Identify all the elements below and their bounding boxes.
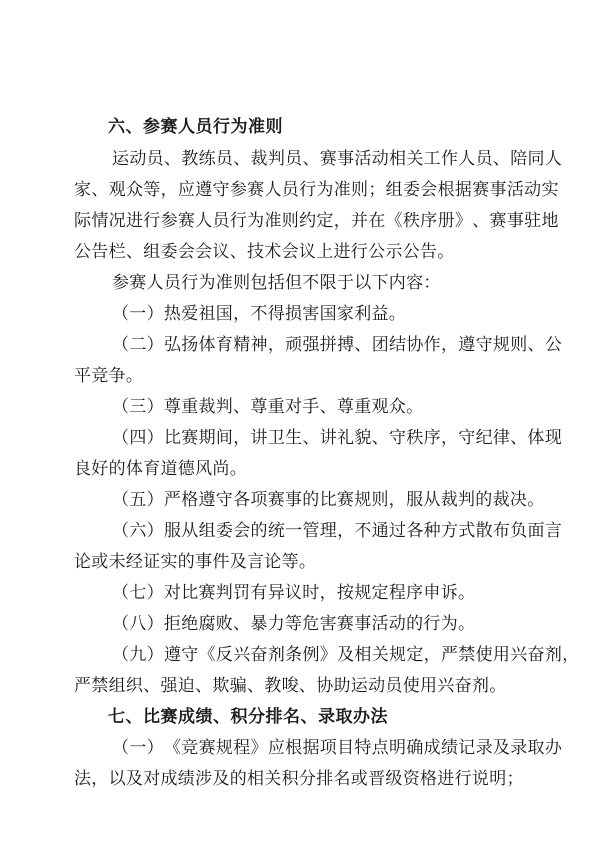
rule-2-line-1: （ 二 ） 弘 扬 体 育 精 神 ， 顽 强 拼 搏 、 团 结 协 作 ， 遵 守 规 则 、 公: [112, 335, 563, 355]
section-6-intro-line-4: 公告栏、组委会会议、技术会议上进行公示公告。: [74, 242, 455, 262]
rule-2-line-2: 平竞争。: [74, 366, 144, 386]
section-7-item-1-line-1: （ 一 ） 《 竞 赛 规 程 》 应 根 据 项 目 特 点 明 确 成 绩 记 录 及 录 取 办: [112, 738, 563, 758]
rule-5: （五）严格遵守各项赛事的比赛规则，服从裁判的裁决。: [112, 490, 545, 510]
rule-4-line-2: 良好的体育道德风尚。: [74, 459, 247, 479]
rule-3: （三）尊重裁判、尊重对手、尊重观众。: [112, 397, 424, 417]
section-7-heading: 七、比赛成绩、积分排名、录取办法: [108, 707, 388, 727]
section-6-intro-line-3: 际 情 况 进 行 参 赛 人 员 行 为 准 则 约 定 ， 并 在 《 秩 序 册 》 、 赛 事 驻 地: [74, 211, 559, 231]
rule-8: （八）拒绝腐败、暴力等危害赛事活动的行为。: [112, 614, 476, 634]
rule-6-line-2: 论或未经证实的事件及言论等。: [74, 552, 317, 572]
rule-9-line-2: 严禁组织、强迫、欺骗、教唆、协助运动员使用兴奋剂。: [74, 676, 507, 696]
section-6-lead: 参赛人员行为准则包括但不限于以下内容：: [112, 273, 441, 293]
rule-1: （一）热爱祖国，不得损害国家利益。: [112, 304, 407, 324]
section-6-intro-line-1: 运 动 员 、 教 练 员 、 裁 判 员 、 赛 事 活 动 相 关 工 作 人 员 、 陪 同 人: [112, 149, 563, 169]
rule-4-line-1: （ 四 ） 比 赛 期 间 ， 讲 卫 生 、 讲 礼 貌 、 守 秩 序 ， 守 纪 律 、 体 现: [112, 428, 563, 448]
rule-6-line-1: （ 六 ） 服 从 组 委 会 的 统 一 管 理 ， 不 通 过 各 种 方 式 散 布 负 面 言: [112, 521, 563, 541]
section-7-item-1-line-2: 法，以及对成绩涉及的相关积分排名或晋级资格进行说明；: [74, 769, 524, 789]
section-6-intro-line-2: 家 、 观 众 等 ， 应 遵 守 参 赛 人 员 行 为 准 则 ； 组 委 会 根 据 赛 事 活 动 实: [74, 180, 559, 200]
rule-9-line-1: （ 九 ） 遵 守 《 反 兴 奋 剂 条 例 》 及 相 关 规 定 ， 严 禁 使 用 兴 奋 剂 ，: [112, 645, 580, 665]
section-6-heading: 六、参赛人员行为准则: [108, 117, 283, 137]
rule-7: （七）对比赛判罚有异议时，按规定程序申诉。: [112, 583, 476, 603]
